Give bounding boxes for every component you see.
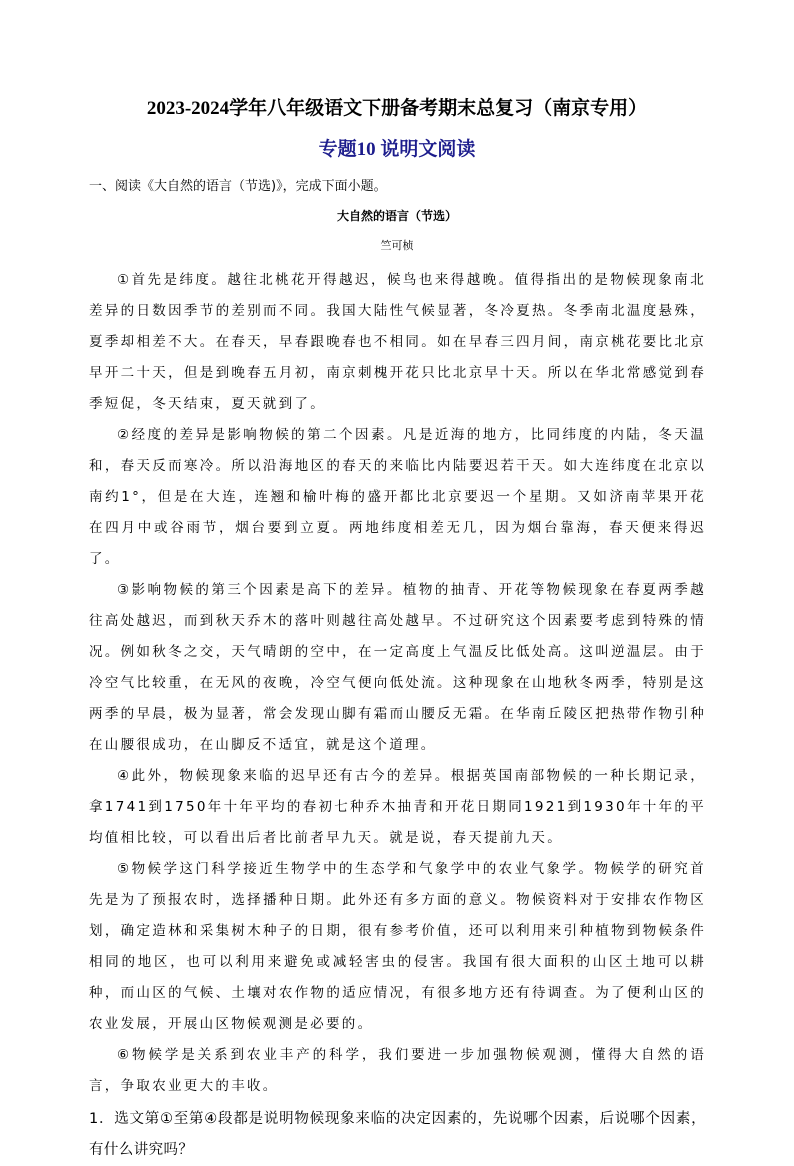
section-instruction: 一、阅读《大自然的语言（节选)》，完成下面小题。 <box>89 179 387 194</box>
document-subtitle: 专题10 说明文阅读 <box>318 139 476 160</box>
paragraph-3: ③影响物候的第三个因素是高下的差异。植物的抽青、开花等物候现象在春夏两季越往高处越迟，而到秋天乔木的落叶则越往高处越早。不过研究这个因素要考虑到特殊的情况。例如秋冬之交，天气晴朗的空中，在一定高度上气温反比低处高。这叫逆温层。由于冷空气比较重，在无风的夜晚，冷空气便向低处流。这种现象在山地秋冬两季，特别是这两季的早晨，极为显著，常会发现山脚有霜而山腰反无霜。在华南丘陵区把热带作物引种在山腰很成功，在山脚反不适宜，就是这个道理。 <box>89 582 706 753</box>
paragraph-1: ①首先是纬度。越往北桃花开得越迟，候鸟也来得越晚。值得指出的是物候现象南北差异的日数因季节的差别而不同。我国大陆性气候显著，冬冷夏热。冬季南北温度悬殊，夏季却相差不大。在春天，早春跟晚春也不相同。如在早春三四月间，南京桃花要比北京早开二十天，但是到晚春五月初，南京刺槐开花只比北京早十天。所以在华北常感觉到春季短促，冬天结束，夏天就到了。 <box>89 272 706 412</box>
article-body <box>89 265 706 1166</box>
article-author: 竺可桢 <box>380 239 414 252</box>
question-1: 1．选文第①至第④段都是说明物候现象来临的决定因素的，先说哪个因素，后说哪个因素，有什么讲究吗？ <box>89 1111 706 1158</box>
article-title: 大自然的语言（节选） <box>336 209 457 223</box>
paragraph-6: ⑥物候学是关系到农业丰产的科学，我们要进一步加强物候观测，懂得大自然的语言，争取农业更大的丰收。 <box>89 1047 706 1094</box>
paragraph-4: ④此外，物候现象来临的迟早还有古今的差异。根据英国南部物候的一种长期记录，拿1741到1750年十年平均的春初七种乔木抽青和开花日期同1921到1930年十年的平均值相比较，可以看出后者比前者早九天。就是说，春天提前九天。 <box>89 768 706 846</box>
paragraph-2: ②经度的差异是影响物候的第二个因素。凡是近海的地方，比同纬度的内陆，冬天温和，春天反而寒冷。所以沿海地区的春天的来临比内陆要迟若干天。如大连纬度在北京以南约1°，但是在大连，连翘和榆叶梅的盛开都比北京要迟一个星期。又如济南苹果开花在四月中或谷雨节，烟台要到立夏。两地纬度相差无几，因为烟台靠海，春天便来得迟了。 <box>89 427 706 567</box>
document-title: 2023-2024学年八年级语文下册备考期末总复习（南京专用） <box>146 98 648 119</box>
paragraph-5: ⑤物候学这门科学接近生物学中的生态学和气象学中的农业气象学。物候学的研究首先是为了预报农时，选择播种日期。此外还有多方面的意义。物候资料对于安排农作物区划，确定造林和采集树木种子的日期，很有参考价值，还可以利用来引种植物到物候条件相同的地区，也可以利用来避免或减轻害虫的侵害。我国有很大面积的山区土地可以耕种，而山区的气候、土壤对农作物的适应情况，有很多地方还有待调查。为了便利山区的农业发展，开展山区物候观测是必要的。 <box>89 861 706 1032</box>
